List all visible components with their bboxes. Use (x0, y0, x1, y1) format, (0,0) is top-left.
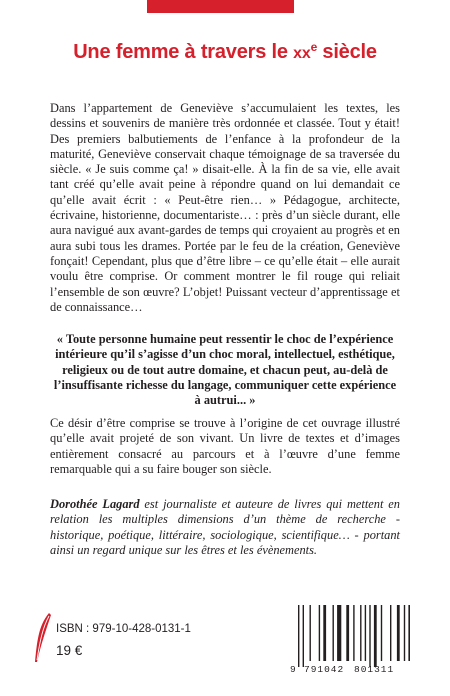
barcode-bar (333, 605, 334, 661)
barcode-lead-digit: 9 (290, 664, 296, 675)
barcode-bar (360, 605, 361, 661)
barcode-bar (310, 605, 311, 661)
barcode-bar (390, 605, 391, 661)
barcode-bar (397, 605, 400, 661)
barcode-bar (337, 605, 341, 661)
barcode-group-1: 791042 (304, 664, 345, 675)
barcode-digits (289, 664, 419, 676)
barcode (289, 601, 419, 679)
barcode-bar (353, 605, 354, 661)
barcode-group-2: 801311 (354, 664, 395, 675)
book-title (0, 40, 450, 64)
barcode-bar (298, 605, 299, 667)
barcode-bars (298, 605, 410, 667)
author-name: Dorothée Lagard (50, 497, 140, 511)
barcode-bar (365, 605, 366, 661)
author-bio (50, 497, 400, 558)
title-end: siècle (317, 41, 377, 63)
quote-block: « Toute personne humaine peut ressentir le choc de l’expérience intérieure qu’il s’agisse d’un choc moral, intellectuel, esthétique, religieux ou de tout autre domaine, et chacun peut, au-delà de l’insuffisante richesse du langage, communiquer cette expérience à autrui... » (53, 332, 397, 408)
barcode-bar (374, 605, 377, 667)
title-century: xx (293, 45, 311, 62)
barcode-bar (323, 605, 326, 661)
author-bio-text: est journaliste et auteure de livres qui mettent en relation les multiples dimensions d’un thème de recherche - historique, poétique, littéraire, sociologique, scientifique… - portant ainsi un regard unique sur les êtres et les évènements. (50, 497, 400, 557)
top-accent-bar (147, 0, 294, 13)
barcode-bar (408, 605, 410, 661)
barcode-bar (303, 605, 304, 667)
isbn-label: ISBN : 979-10-428-0131-1 (56, 623, 191, 635)
red-quill-icon (32, 612, 52, 664)
barcode-bar (346, 605, 349, 661)
title-main: Une femme à travers le (73, 41, 294, 63)
barcode-bar (404, 605, 405, 661)
synopsis-paragraph-2: Ce désir d’être comprise se trouve à l’origine de cet ouvrage illustré qu’elle avait projeté de son vivant. Un livre de textes et d’images entièrement consacré au parcours et à l’œuvre d’une femme remarquable qui a su faire bouger son siècle. (50, 416, 400, 476)
barcode-bar (369, 605, 370, 667)
synopsis-paragraph-1: Dans l’appartement de Geneviève s’accumulaient les textes, les dessins et souvenirs de manière très ordonnée et classée. Tout y était! Des premiers balbutiements de l’enfance à la profondeur de la maturité, Geneviève conservait chaque témoignage de sa traversée du siècle. « Je suis comme ça! » disait-elle. À la fin de sa vie, elle avait tant créé qu’elle avait peine à répondre quand on lui demandait ce qu’elle avait écrit : « Peut-être rien… » Pédagogue, architecte, écrivaine, historienne, documentariste… : près d’un siècle durant, elle aura navigué aux avant-gardes de temps qui croyaient au progrès et en aura subi tous les drames. Portée par le feu de la création, Geneviève fonçait! Cependant, plus que d’être libre – ce qu’elle était – elle aurait voulu être comprise. Or comment montrer le fil rouge qui reliait l’ensemble de son œuvre? L’objet! Puissant vecteur d’apprentissage et de connaissance… (50, 101, 400, 314)
barcode-bar (319, 605, 320, 661)
barcode-bar (381, 605, 382, 661)
price-label: 19 € (56, 643, 83, 658)
title-century-suffix: e (310, 40, 318, 54)
